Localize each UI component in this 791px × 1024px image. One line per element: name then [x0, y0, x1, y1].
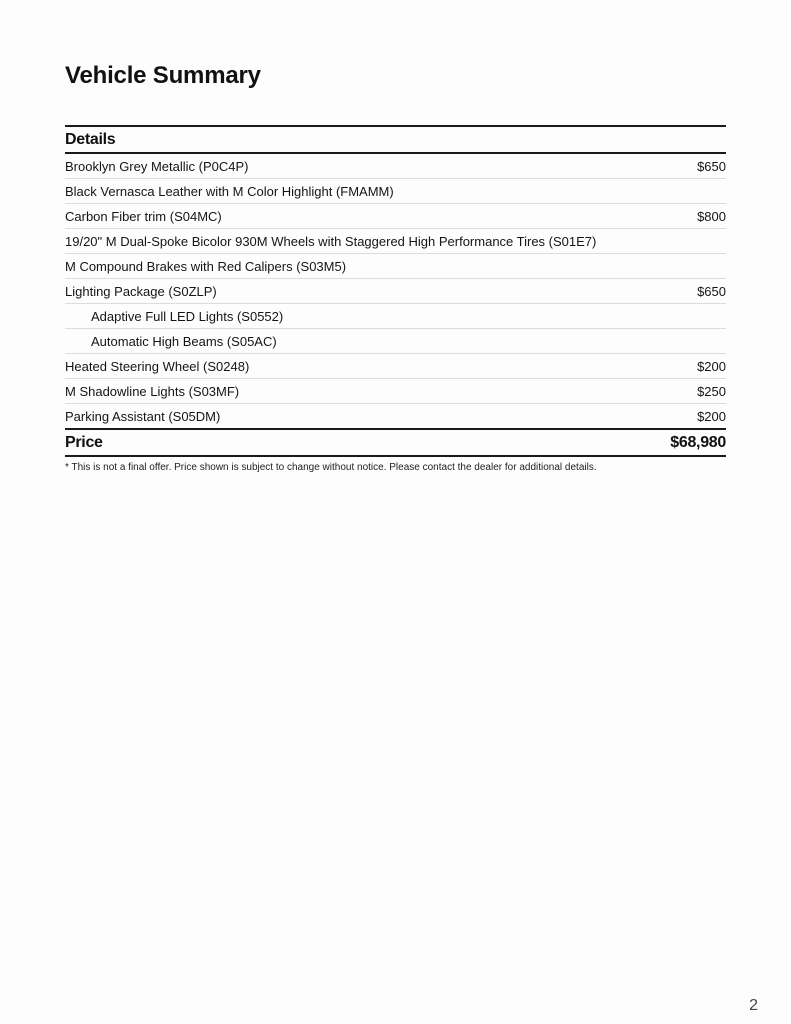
detail-row — [65, 354, 726, 379]
detail-row — [65, 179, 726, 204]
detail-label: Parking Assistant (S05DM) — [65, 408, 221, 424]
detail-subrow — [65, 329, 726, 354]
price-total-row — [65, 428, 726, 457]
detail-price: $200 — [697, 358, 726, 374]
detail-label: Adaptive Full LED Lights (S0552) — [91, 308, 284, 324]
disclaimer-text: * This is not a final offer. Price shown is subject to change without notice. Please contact the dealer for additional details. — [65, 462, 597, 473]
detail-row — [65, 254, 726, 279]
detail-row — [65, 379, 726, 404]
detail-row — [65, 279, 726, 304]
page-title: Vehicle Summary — [65, 62, 261, 89]
detail-price: $200 — [697, 408, 726, 424]
detail-row — [65, 154, 726, 179]
detail-label: Heated Steering Wheel (S0248) — [65, 358, 250, 374]
detail-row — [65, 204, 726, 229]
detail-label: Brooklyn Grey Metallic (P0C4P) — [65, 158, 249, 174]
detail-row — [65, 404, 726, 428]
detail-label: M Compound Brakes with Red Calipers (S03M5) — [65, 258, 347, 274]
detail-label: Carbon Fiber trim (S04MC) — [65, 208, 222, 224]
detail-price: $800 — [697, 208, 726, 224]
detail-label: 19/20" M Dual-Spoke Bicolor 930M Wheels with Staggered High Performance Tires (S01E7) — [65, 233, 597, 249]
detail-label: Lighting Package (S0ZLP) — [65, 283, 217, 299]
price-label: Price — [65, 433, 103, 451]
details-header: Details — [65, 125, 726, 154]
detail-price: $650 — [697, 283, 726, 299]
price-value: $68,980 — [670, 433, 726, 451]
detail-price: $250 — [697, 383, 726, 399]
detail-row — [65, 229, 726, 254]
vehicle-summary-table — [65, 125, 726, 473]
detail-label: Automatic High Beams (S05AC) — [91, 333, 277, 349]
detail-label: Black Vernasca Leather with M Color Highlight (FMAMM) — [65, 183, 394, 199]
page-number: 2 — [749, 997, 758, 1014]
detail-subrow — [65, 304, 726, 329]
detail-price: $650 — [697, 158, 726, 174]
detail-label: M Shadowline Lights (S03MF) — [65, 383, 240, 399]
